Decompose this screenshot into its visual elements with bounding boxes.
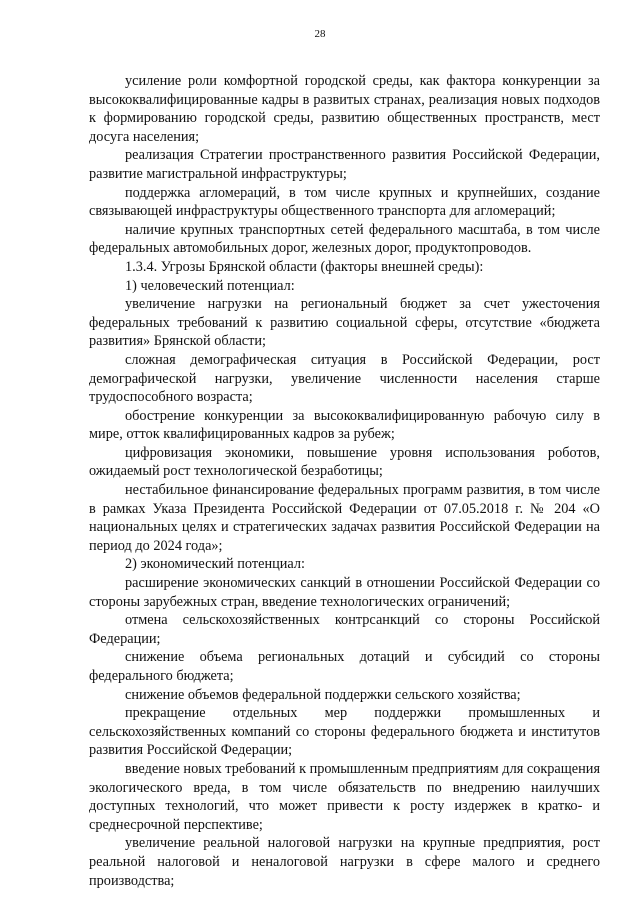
paragraph: увеличение нагрузки на региональный бюджет за счет ужесточения федеральных требований к развитию социальной сферы, отсутствие «бюджета развития» Брянской области;	[89, 296, 600, 350]
paragraph: отмена сельскохозяйственных контрсанкций со стороны Российской Федерации;	[89, 612, 600, 647]
subsection-heading: 1) человеческий потенциал:	[125, 277, 295, 294]
page-body	[89, 72, 600, 890]
paragraph: усиление роли комфортной городской среды, как фактора конкуренции за высококвалифицированные кадры в развитых странах, реализация новых подходов к формированию городской среды, развитию общественных пространств, мест досуга населения;	[89, 73, 600, 145]
paragraph: увеличение реальной налоговой нагрузки на крупные предприятия, рост реальной налоговой и неналоговой нагрузки в сфере малого и среднего производства;	[89, 835, 600, 889]
paragraph: снижение объемов федеральной поддержки сельского хозяйства;	[125, 686, 521, 703]
paragraph: нестабильное финансирование федеральных программ развития, в том числе в рамках Указа Президента Российской Федерации от 07.05.2018 г. № 204 «О национальных целях и стратегических задачах развития Российской Федерации на период до 2024 года»;	[89, 482, 600, 554]
paragraph: введение новых требований к промышленным предприятиям для сокращения экологического вреда, в том числе обязательств по внедрению наилучших доступных технологий, что может привести к росту издержек в кратко- и среднесрочной перспективе;	[89, 760, 601, 833]
paragraph: сложная демографическая ситуация в Российской Федерации, рост демографической нагрузки, увеличение численности населения старше трудоспособного возраста;	[89, 351, 600, 406]
page-number: 28	[314, 28, 326, 40]
paragraph: снижение объема региональных дотаций и субсидий со стороны федерального бюджета;	[89, 649, 600, 684]
paragraph: расширение экономических санкций в отношении Российской Федерации со стороны зарубежных стран, введение технологических ограничений;	[89, 575, 600, 610]
paragraph: поддержка агломераций, в том числе крупных и крупнейших, создание связывающей инфраструктуры общественного транспорта для агломераций;	[89, 184, 600, 220]
subsection-heading: 2) экономический потенциал:	[125, 556, 306, 573]
paragraph: прекращение отдельных мер поддержки промышленных и сельскохозяйственных компаний со стороны федерального бюджета и институтов развития Российской Федерации;	[89, 705, 600, 759]
paragraph: реализация Стратегии пространственного развития Российской Федерации, развитие магистральной инфраструктуры;	[89, 147, 600, 182]
section-heading: 1.3.4. Угрозы Брянской области (факторы внешней среды):	[125, 258, 484, 275]
paragraph: наличие крупных транспортных сетей федерального масштаба, в том числе федеральных автомобильных дорог, железных дорог, продуктопроводов.	[89, 221, 600, 257]
paragraph: обострение конкуренции за высококвалифицированную рабочую силу в мире, отток квалифицированных кадров за рубеж;	[89, 407, 600, 443]
paragraph: цифровизация экономики, повышение уровня использования роботов, ожидаемый рост технологической безработицы;	[89, 444, 600, 480]
